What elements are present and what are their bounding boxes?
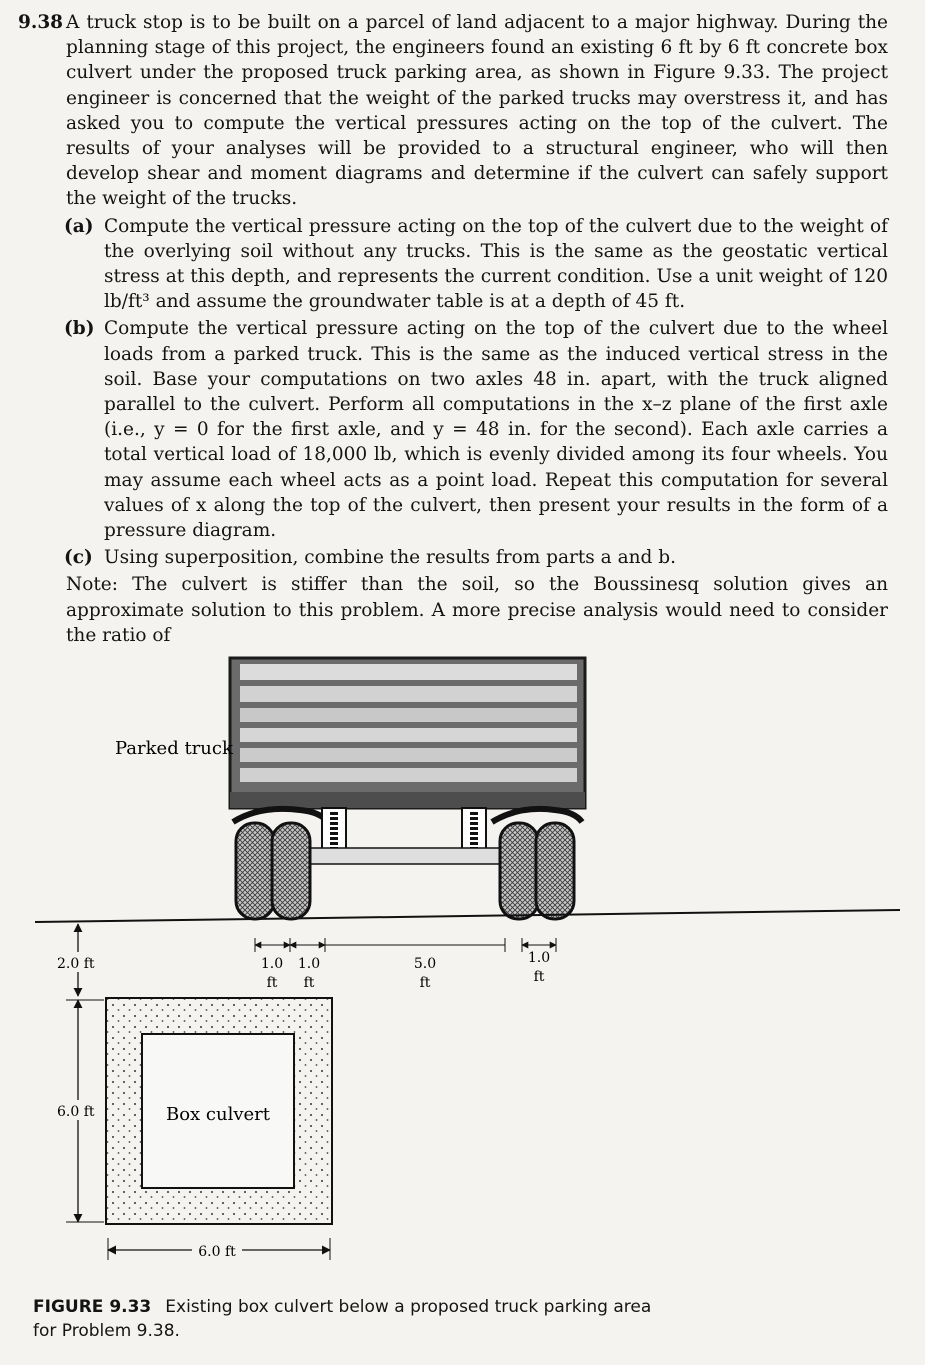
part-a — [18, 214, 888, 315]
part-c — [18, 545, 888, 570]
caption-text: Existing box culvert below a proposed truck parking area for Problem 9.38. — [33, 1297, 652, 1341]
spacing-unit-1: ft — [266, 975, 278, 991]
note-text: Note: The culvert is stiffer than the soil, so the Boussinesq solution gives an approximate solution to this problem. A more precise analysis would need to consider the ratio of — [66, 574, 888, 646]
intro-text: A truck stop is to be built on a parcel of land adjacent to a major highway. During the planning stage of this project, the engineers found an existing 6 ft by 6 ft concrete box culvert under the proposed truck parking area, as shown in Figure 9.33. The project engineer is concerned that the weight of the parked trucks may overstress it, and has asked you to compute the vertical pressures acting on the top of the culvert. The results of your analyses will be provided to a structural engineer, who will then develop shear and moment diagrams and determine if the culvert can safely support the weight of the trucks. — [66, 12, 888, 210]
figure-caption — [33, 1295, 673, 1343]
wheel-spacing-dimensions — [255, 938, 556, 952]
part-label: (c) — [64, 547, 93, 569]
problem-text — [18, 10, 888, 648]
part-text: Using superposition, combine the results from parts a and b. — [104, 547, 676, 569]
ground-surface — [35, 910, 900, 922]
width-label: 6.0 ft — [198, 1244, 236, 1260]
part-label: (b) — [64, 318, 95, 340]
depth-label: 2.0 ft — [57, 956, 95, 972]
truck-body — [230, 658, 585, 808]
part-b — [18, 316, 888, 543]
fender-left — [233, 809, 328, 822]
spacing-4: 1.0 — [527, 950, 551, 966]
spacing-unit-2: ft — [303, 975, 315, 991]
caption-label: FIGURE 9.33 — [33, 1297, 152, 1317]
wheels-left — [236, 823, 310, 919]
spacing-unit-4: ft — [533, 969, 545, 985]
problem-number: 9.38 — [18, 12, 64, 33]
spacing-1: 1.0 — [260, 956, 284, 972]
fender-right — [492, 809, 582, 822]
spacing-2: 1.0 — [297, 956, 321, 972]
culvert-label: Box culvert — [165, 1104, 271, 1125]
truck-label: Parked truck — [115, 738, 233, 759]
figure-9-33 — [0, 640, 925, 1290]
depth-dimension — [55, 924, 101, 996]
width-dimension — [108, 1238, 330, 1260]
part-label: (a) — [64, 215, 94, 237]
height-label: 6.0 ft — [57, 1104, 95, 1120]
axle — [300, 848, 510, 864]
height-dimension — [55, 1000, 104, 1222]
wheels-right — [500, 823, 574, 919]
spacing-3: 5.0 — [413, 956, 437, 972]
spacing-unit-3: ft — [419, 975, 431, 991]
part-text: Compute the vertical pressure acting on the top of the culvert due to the wheel loads from a parked truck. This is the same as the induced vertical stress in the soil. Base your computations on two axles 48 in. apart, with the truck aligned parallel to the culvert. Perform all computations in the x–z plane of the first axle (i.e., y = 0 for the first axle, and y = 48 in. for the second). Each axle carries a total vertical load of 18,000 lb, which is evenly divided among its four wheels. You may assume each wheel acts as a point load. Repeat this computation for several values of x along the top of the culvert, then present your results in the form of a pressure diagram. — [104, 318, 888, 542]
problem-intro — [18, 10, 888, 212]
part-text: Compute the vertical pressure acting on the top of the culvert due to the weight of the overlying soil without any trucks. This is the same as the geostatic vertical stress at this depth, and represents the current condition. Use a unit weight of 120 lb/ft³ and assume the groundwater table is at a depth of 45 ft. — [104, 215, 888, 313]
